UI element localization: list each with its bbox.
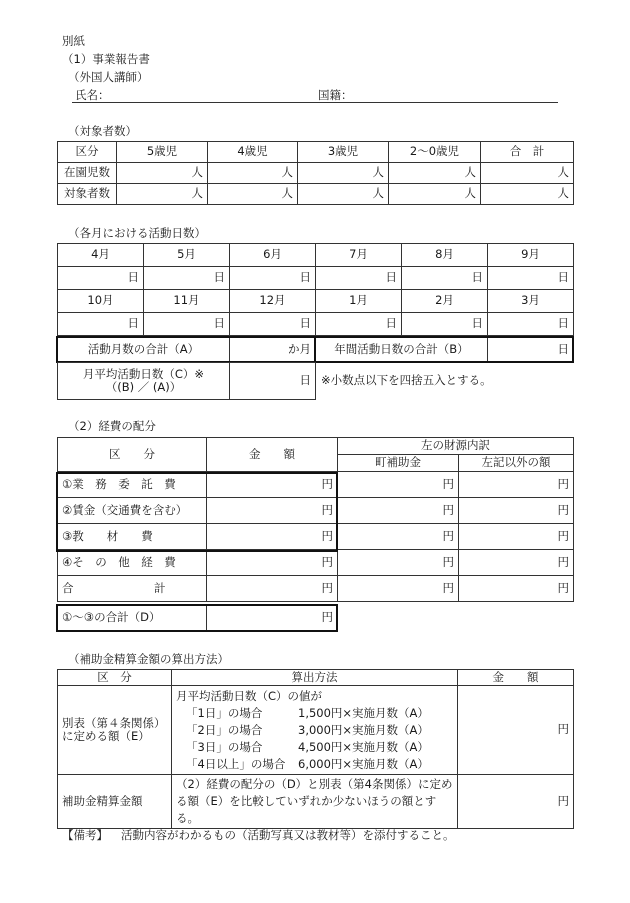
unit-cell: 人 (389, 163, 481, 184)
unit-cell: 人 (481, 184, 574, 205)
col-header: 区分 (58, 142, 117, 163)
section1-title: （1）事業報告書 (62, 52, 150, 66)
subtotal-value: 円 (207, 606, 338, 631)
yen-cell: 円 (338, 472, 459, 498)
case-line (176, 722, 453, 739)
case-line (176, 705, 453, 722)
expense-row-label: ①業 務 委 託 費 (58, 472, 207, 498)
row1-label: 別表（第４条関係）に定める額（E） (58, 686, 172, 775)
unit-cell: 人 (389, 184, 481, 205)
avg-label-line1: 月平均活動日数（C）※ (82, 366, 205, 381)
day-cell: 日 (488, 313, 574, 336)
case-label: 「3日」の場合 (186, 739, 263, 754)
day-cell: 日 (316, 267, 402, 290)
remarks-text: 活動内容がわかるもの（活動写真又は教材等）を添付すること。 (121, 828, 455, 842)
targets-caption: （対象者数） (68, 124, 137, 138)
targets-table (57, 141, 574, 205)
header-breakdown: 左の財源内訳 (338, 438, 574, 455)
case-calc: 3,000円×実施月数（A） (298, 722, 429, 737)
row1-amount: 円 (458, 686, 574, 775)
case-label: 「1日」の場合 (186, 705, 263, 720)
annual-total-value: 日 (488, 338, 574, 362)
expense-total-label: 合 計 (58, 576, 207, 602)
settlement-table (57, 669, 574, 829)
yen-cell: 円 (459, 524, 574, 550)
yen-cell: 円 (207, 472, 338, 498)
yen-cell: 円 (207, 524, 338, 550)
unit-cell: 人 (117, 163, 208, 184)
case-line (176, 756, 453, 773)
col-header: 2〜0歳児 (389, 142, 481, 163)
yen-cell: 円 (207, 498, 338, 524)
avg-value: 日 (230, 363, 316, 400)
yen-cell: 円 (338, 524, 459, 550)
yen-cell: 円 (459, 498, 574, 524)
row2-amount: 円 (458, 775, 574, 829)
col-header: 5歳児 (117, 142, 208, 163)
day-cell: 日 (230, 267, 316, 290)
day-cell: 日 (402, 313, 488, 336)
attachment-label: 別紙 (62, 34, 85, 48)
row2-method: （2）経費の配分の（D）と別表（第4条関係）に定める額（E）を比較していずれか少ないほうの額とする。 (172, 775, 458, 829)
month-header: 11月 (144, 290, 230, 313)
expenses-table (57, 437, 574, 602)
annual-total-label: 年間活動日数の合計（B） (316, 338, 488, 362)
month-header: 9月 (488, 244, 574, 267)
col-header: 4歳児 (208, 142, 298, 163)
rounding-note: ※小数点以下を四捨五入とする。 (321, 373, 492, 387)
months-total-label: 活動月数の合計（A） (58, 338, 230, 362)
unit-cell: 人 (208, 163, 298, 184)
subtotal-table (57, 605, 338, 631)
yen-cell: 円 (459, 472, 574, 498)
yen-cell: 円 (338, 550, 459, 576)
yen-cell: 円 (459, 550, 574, 576)
unit-cell: 人 (298, 163, 389, 184)
day-cell: 日 (144, 267, 230, 290)
month-header: 3月 (488, 290, 574, 313)
day-cell: 日 (58, 313, 144, 336)
day-cell: 日 (144, 313, 230, 336)
expense-row-label: ④そ の 他 経 費 (58, 550, 207, 576)
month-header: 4月 (58, 244, 144, 267)
yen-cell: 円 (207, 576, 338, 602)
col-header: 3歳児 (298, 142, 389, 163)
nationality-label: 国籍： (318, 88, 353, 102)
month-header: 2月 (402, 290, 488, 313)
row-label-targets: 対象者数 (58, 184, 117, 205)
unit-cell: 人 (208, 184, 298, 205)
header-category: 区 分 (58, 438, 207, 472)
col-header: 合 計 (481, 142, 574, 163)
day-cell: 日 (402, 267, 488, 290)
month-header: 10月 (58, 290, 144, 313)
months-total-value: か月 (230, 338, 316, 362)
expense-row-label: ③教 材 費 (58, 524, 207, 550)
month-header: 7月 (316, 244, 402, 267)
subtotal-label: ①〜③の合計（D） (58, 606, 207, 631)
day-cell: 日 (488, 267, 574, 290)
header-town: 町補助金 (338, 455, 459, 472)
row-label-enrolled: 在園児数 (58, 163, 117, 184)
case-label: 「4日以上」の場合 (186, 756, 286, 771)
month-header: 1月 (316, 290, 402, 313)
avg-label-line2: （(B) ／ (A)） (105, 380, 182, 394)
unit-cell: 人 (481, 163, 574, 184)
day-cell: 日 (230, 313, 316, 336)
activity-totals-table (57, 337, 574, 362)
month-header: 5月 (144, 244, 230, 267)
name-underline (72, 102, 558, 103)
case-calc: 6,000円×実施月数（A） (298, 756, 429, 771)
case-line (176, 739, 453, 756)
yen-cell: 円 (338, 576, 459, 602)
settlement-header-category: 区 分 (58, 670, 172, 686)
day-cell: 日 (316, 313, 402, 336)
month-header: 12月 (230, 290, 316, 313)
case-calc: 4,500円×実施月数（A） (298, 739, 429, 754)
yen-cell: 円 (459, 576, 574, 602)
day-cell: 日 (58, 267, 144, 290)
remarks-label: 【備考】 (62, 828, 108, 842)
yen-cell: 円 (207, 550, 338, 576)
unit-cell: 人 (298, 184, 389, 205)
name-label: 氏名： (75, 88, 110, 102)
settlement-caption: （補助金精算金額の算出方法） (68, 652, 229, 666)
header-other: 左記以外の額 (459, 455, 574, 472)
month-header: 6月 (230, 244, 316, 267)
case-label: 「2日」の場合 (186, 722, 263, 737)
settlement-header-method: 算出方法 (172, 670, 458, 686)
avg-table (57, 362, 316, 400)
row1-method-title: 月平均活動日数（C）の値が (176, 688, 323, 703)
unit-cell: 人 (117, 184, 208, 205)
expenses-caption: （2）経費の配分 (68, 419, 156, 433)
activity-caption: （各月における活動日数） (68, 226, 206, 240)
instructor-label: （外国人講師） (68, 70, 149, 84)
row2-label: 補助金精算金額 (58, 775, 172, 829)
header-amount: 金 額 (207, 438, 338, 472)
case-calc: 1,500円×実施月数（A） (298, 705, 429, 720)
month-header: 8月 (402, 244, 488, 267)
expense-row-label: ②賃金（交通費を含む） (58, 498, 207, 524)
settlement-header-amount: 金 額 (458, 670, 574, 686)
yen-cell: 円 (338, 498, 459, 524)
activity-months-table (57, 243, 574, 336)
